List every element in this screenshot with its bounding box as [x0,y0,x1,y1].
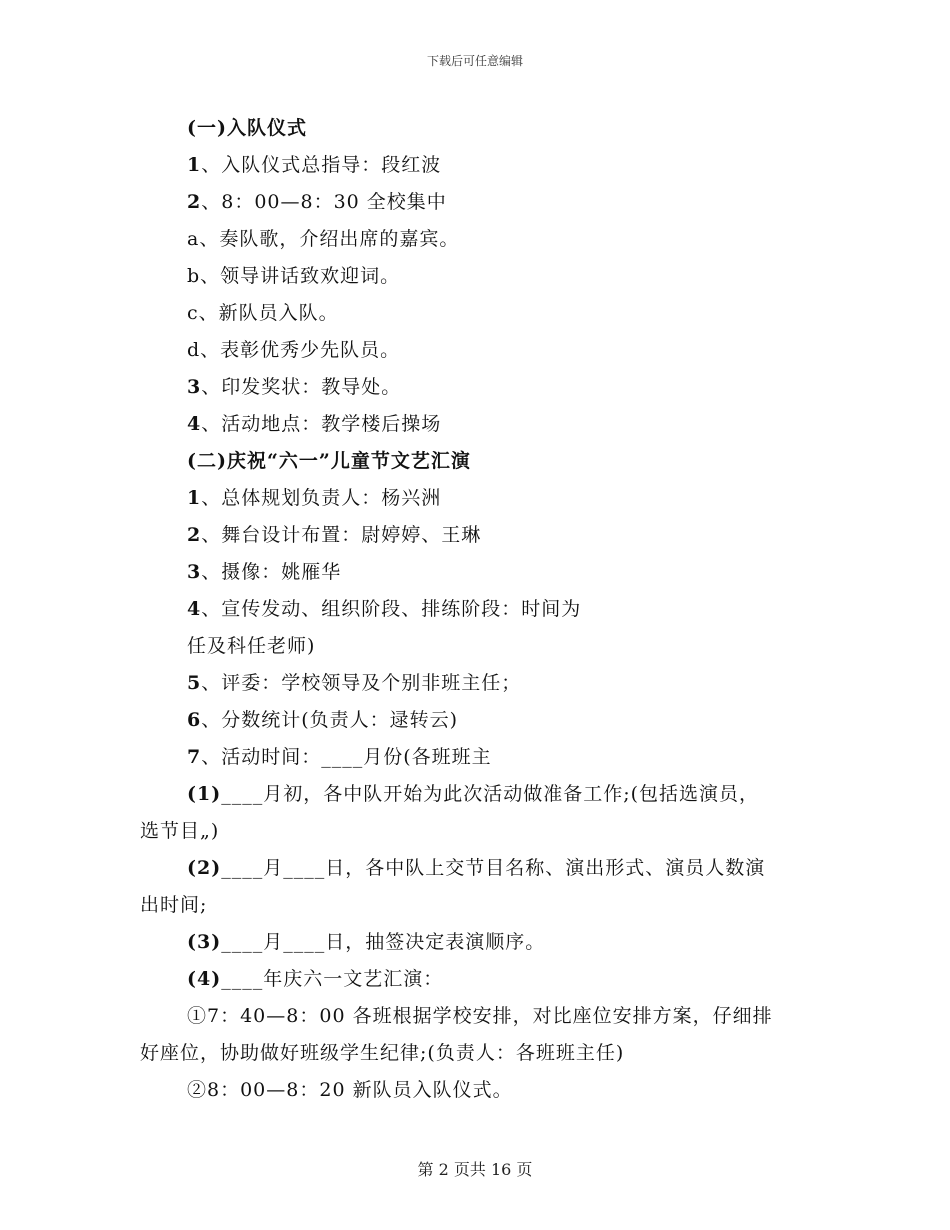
list-item: 2、舞台设计布置：尉婷婷、王琳 [187,524,482,546]
step-3: (3)____月____日，抽签决定表演顺序。 [187,931,546,953]
list-item-continuation: 任及科任老师) [187,635,316,657]
list-item: 1、入队仪式总指导：段红波 [187,154,442,176]
schedule-item-2: ②8：00—8：20 新队员入队仪式。 [187,1079,513,1101]
section-title-performance: (二)庆祝“六一”儿童节文艺汇演 [187,450,471,472]
list-item: 7、活动时间：____月份(各班班主 [187,746,492,768]
list-item: 1、总体规划负责人：杨兴洲 [187,487,442,509]
step-1: (1)____月初，各中队开始为此次活动做准备工作;(包括选演员， [187,783,760,805]
step-1-continuation: 选节目„) [140,820,220,842]
schedule-item-1-continuation: 好座位，协助做好班级学生纪律;(负责人：各班班主任) [140,1042,625,1064]
section-title-induction: (一)入队仪式 [187,117,307,139]
page-header: 下载后可任意编辑 [426,54,523,68]
list-item: a、奏队歌，介绍出席的嘉宾。 [187,228,460,250]
page-footer: 第 2 页共 16 页 [417,1160,533,1179]
step-2-continuation: 出时间; [140,894,208,916]
schedule-item-1: ①7：40—8：00 各班根据学校安排，对比座位安排方案，仔细排 [187,1005,773,1027]
list-item: 4、宣传发动、组织阶段、排练阶段：时间为 [187,598,582,620]
list-item: 3、摄像：姚雁华 [187,561,342,583]
document-body [140,110,810,1109]
step-4: (4)____年庆六一文艺汇演： [187,968,444,990]
list-item: 5、评委：学校领导及个别非班主任； [187,672,522,694]
list-item: c、新队员入队。 [187,302,339,324]
list-item: 4、活动地点：教学楼后操场 [187,413,442,435]
list-item: 2、8：00—8：30 全校集中 [187,191,447,213]
list-item: d、表彰优秀少先队员。 [187,339,401,361]
step-2: (2)____月____日，各中队上交节目名称、演出形式、演员人数演 [187,857,766,879]
list-item: 6、分数统计(负责人：逯转云) [187,709,459,731]
list-item: 3、印发奖状：教导处。 [187,376,402,398]
list-item: b、领导讲话致欢迎词。 [187,265,401,287]
